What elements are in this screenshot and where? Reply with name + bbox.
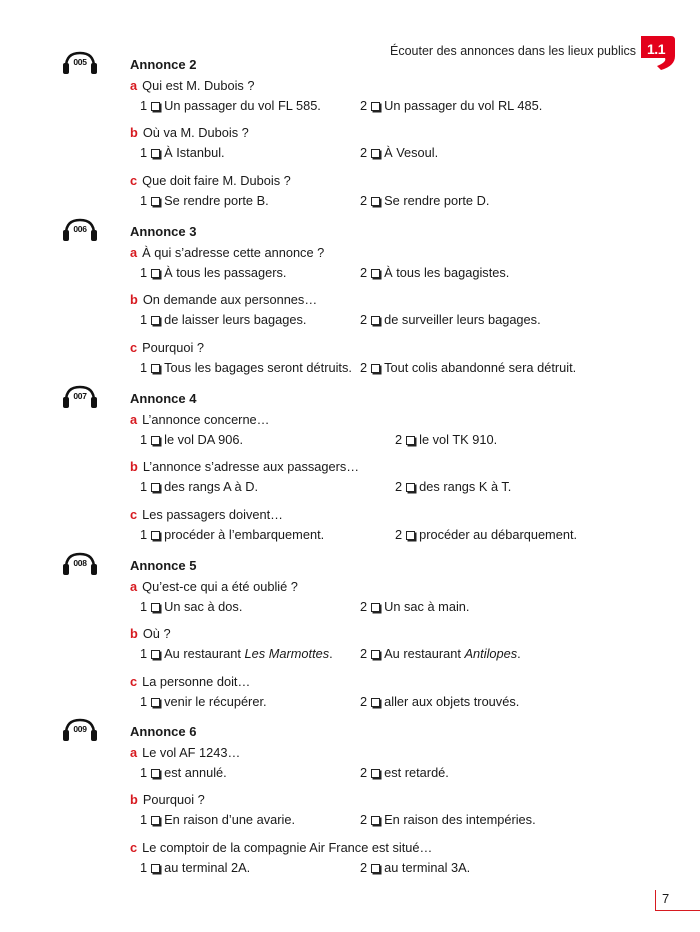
option-text: En raison des intempéries. [384,812,536,827]
section-title: Annonce 3 [130,224,197,239]
question-text: Que doit faire M. Dubois ? [142,173,291,188]
option-number: 2 [360,98,368,113]
checkbox[interactable] [371,197,380,206]
option-text: procéder au débarquement. [419,527,578,542]
question-letter: b [130,792,138,807]
option-text: Un sac à main. [384,599,470,614]
option-text: Un passager du vol RL 485. [384,98,543,113]
option-1[interactable] [140,98,321,113]
question-letter: b [130,125,138,140]
option-number: 1 [140,98,148,113]
option-number: 1 [140,312,148,327]
option-number: 1 [140,432,148,447]
checkbox[interactable] [151,864,160,873]
question-letter: a [130,78,138,93]
headphones-icon [62,385,98,409]
option-number: 2 [360,860,368,875]
question-text: Qui est M. Dubois ? [142,78,255,93]
question [130,340,204,355]
checkbox[interactable] [371,816,380,825]
option-text-italic: Les Marmottes [244,646,330,661]
option-text: À tous les bagagistes. [384,265,510,280]
checkbox[interactable] [371,603,380,612]
checkbox[interactable] [371,650,380,659]
option-number: 1 [140,265,148,280]
option-number: 1 [140,360,148,375]
option-2[interactable] [395,479,511,494]
option-number: 2 [360,360,368,375]
option-2[interactable] [360,265,509,280]
checkbox[interactable] [371,864,380,873]
question-letter: b [130,459,138,474]
option-text: venir le récupérer. [164,694,267,709]
checkbox[interactable] [151,698,160,707]
question-text: La personne doit… [142,674,251,689]
section-title: Annonce 6 [130,724,197,739]
checkbox[interactable] [371,269,380,278]
checkbox[interactable] [406,531,415,540]
option-number: 1 [140,599,148,614]
option-number: 2 [360,694,368,709]
option-2[interactable] [360,599,469,614]
option-number: 1 [140,860,148,875]
chapter-title: Écouter des annonces dans les lieux publics [390,44,636,58]
option-2[interactable] [360,312,541,327]
question-letter: c [130,840,138,855]
checkbox[interactable] [151,531,160,540]
option-text: . [329,646,333,661]
checkbox[interactable] [371,316,380,325]
question-text: Le comptoir de la compagnie Air France est situé… [142,840,433,855]
option-2[interactable] [395,527,577,542]
checkbox[interactable] [371,364,380,373]
checkbox[interactable] [151,816,160,825]
question-letter: c [130,173,138,188]
option-1[interactable] [140,599,242,614]
checkbox[interactable] [371,698,380,707]
question-text: Qu’est-ce qui a été oublié ? [142,579,298,594]
question-letter: b [130,292,138,307]
option-2[interactable] [360,145,438,160]
question-letter: a [130,245,138,260]
option-2[interactable] [360,360,576,375]
checkbox[interactable] [151,149,160,158]
track-number: 009 [73,724,87,734]
question [130,412,269,427]
option-number: 2 [360,599,368,614]
track-number: 007 [73,391,87,401]
option-text: au terminal 2A. [164,860,251,875]
option-text: le vol TK 910. [419,432,498,447]
question [130,78,255,93]
option-number: 1 [140,812,148,827]
headphones-icon [62,718,98,742]
question-letter: c [130,340,138,355]
question-text: Où va M. Dubois ? [142,125,249,140]
option-1[interactable] [140,265,286,280]
option-text: Tous les bagages seront détruits. [164,360,352,375]
question [130,792,205,807]
question [130,292,317,307]
option-text: Un passager du vol FL 585. [164,98,321,113]
question [130,507,283,522]
question [130,245,324,260]
question-letter: b [130,626,138,641]
option-2[interactable] [360,812,536,827]
option-number: 2 [395,527,403,542]
section-title: Annonce 5 [130,558,197,573]
option-2[interactable] [360,193,489,208]
option-2[interactable] [360,646,521,661]
option-number: 1 [140,145,148,160]
option-number: 2 [360,812,368,827]
checkbox[interactable] [371,102,380,111]
option-number: 1 [140,765,148,780]
option-number: 2 [360,646,368,661]
question-letter: a [130,745,138,760]
option-1[interactable] [140,193,269,208]
option-text: des rangs K à T. [419,479,512,494]
option-number: 1 [140,527,148,542]
checkbox[interactable] [406,436,415,445]
option-number: 2 [360,145,368,160]
track-number: 006 [73,224,87,234]
checkbox[interactable] [371,149,380,158]
question-text: Où ? [142,626,171,641]
question [130,674,250,689]
page-number-box [655,890,700,911]
checkbox[interactable] [406,483,415,492]
checkbox[interactable] [151,650,160,659]
option-2[interactable] [360,860,470,875]
option-1[interactable] [140,360,352,375]
page-number: 7 [662,891,670,906]
option-number: 2 [360,193,368,208]
section-title: Annonce 2 [130,57,197,72]
option-2[interactable] [360,694,519,709]
option-text: des rangs A à D. [164,479,259,494]
question [130,459,359,474]
option-text: À Istanbul. [164,145,225,160]
option-number: 2 [395,479,403,494]
checkbox[interactable] [371,769,380,778]
option-text: de laisser leurs bagages. [164,312,307,327]
option-1[interactable] [140,527,324,542]
option-text: À tous les passagers. [164,265,287,280]
option-text: de surveiller leurs bagages. [384,312,541,327]
checkbox[interactable] [151,436,160,445]
option-text: Se rendre porte D. [384,193,490,208]
option-text: procéder à l’embarquement. [164,527,325,542]
question [130,626,171,641]
option-text: Au restaurant [384,646,465,661]
question-text: L’annonce concerne… [142,412,270,427]
question-letter: c [130,674,138,689]
option-text: Se rendre porte B. [164,193,269,208]
option-1[interactable] [140,479,258,494]
option-number: 2 [360,765,368,780]
option-text: au terminal 3A. [384,860,471,875]
option-text: le vol DA 906. [164,432,244,447]
option-1[interactable] [140,145,225,160]
track-number: 008 [73,558,87,568]
option-number: 1 [140,193,148,208]
option-text: À Vesoul. [384,145,439,160]
option-text: Un sac à dos. [164,599,243,614]
checkbox[interactable] [151,364,160,373]
option-1[interactable] [140,694,267,709]
option-2[interactable] [360,98,542,113]
question-text: Le vol AF 1243… [142,745,241,760]
question-text: Pourquoi ? [142,340,205,355]
option-text: est retardé. [384,765,449,780]
checkbox[interactable] [151,769,160,778]
checkbox[interactable] [151,269,160,278]
option-1[interactable] [140,765,227,780]
option-2[interactable] [360,765,449,780]
headphones-icon [62,51,98,75]
option-1[interactable] [140,646,333,661]
track-number: 005 [73,57,87,67]
checkbox[interactable] [151,316,160,325]
section-title: Annonce 4 [130,391,197,406]
headphones-icon [62,218,98,242]
question-text: Les passagers doivent… [142,507,283,522]
checkbox[interactable] [151,102,160,111]
option-number: 1 [140,646,148,661]
chapter-number: 1.1 [647,41,665,57]
option-number: 2 [360,265,368,280]
question [130,745,240,760]
option-1[interactable] [140,432,243,447]
option-text: aller aux objets trouvés. [384,694,520,709]
question-letter: a [130,412,138,427]
option-1[interactable] [140,312,306,327]
question [130,840,432,855]
question-text: Pourquoi ? [142,792,205,807]
option-1[interactable] [140,812,295,827]
option-text-italic: Antilopes [464,646,518,661]
checkbox[interactable] [151,603,160,612]
question-letter: a [130,579,138,594]
checkbox[interactable] [151,483,160,492]
option-2[interactable] [395,432,497,447]
question-letter: c [130,507,138,522]
option-text: Tout colis abandonné sera détruit. [384,360,577,375]
option-number: 1 [140,479,148,494]
checkbox[interactable] [151,197,160,206]
question-text: À qui s’adresse cette annonce ? [142,245,325,260]
headphones-icon [62,552,98,576]
option-text: est annulé. [164,765,227,780]
option-number: 2 [395,432,403,447]
option-text: En raison d’une avarie. [164,812,296,827]
option-1[interactable] [140,860,250,875]
option-number: 2 [360,312,368,327]
question-text: L’annonce s’adresse aux passagers… [142,459,360,474]
question [130,579,298,594]
question [130,125,249,140]
option-text: Au restaurant [164,646,245,661]
question-text: On demande aux personnes… [142,292,318,307]
option-text: . [517,646,521,661]
option-number: 1 [140,694,148,709]
question [130,173,291,188]
